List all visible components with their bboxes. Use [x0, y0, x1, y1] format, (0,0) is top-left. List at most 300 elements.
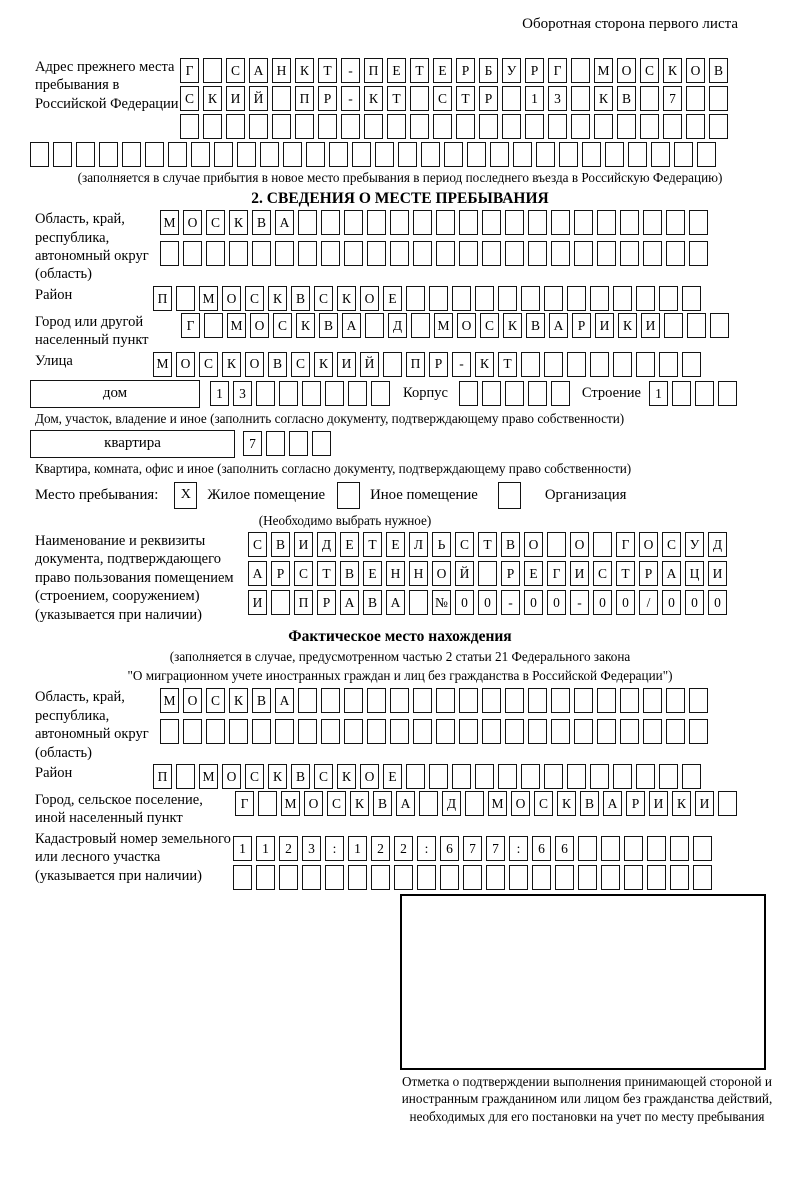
char-cell[interactable]: Е — [433, 58, 452, 83]
char-cell[interactable] — [436, 719, 455, 744]
char-cell[interactable]: № — [432, 590, 451, 615]
char-cell[interactable] — [233, 865, 252, 890]
char-cell[interactable] — [298, 719, 317, 744]
char-cell[interactable] — [574, 719, 593, 744]
char-cell[interactable]: К — [557, 791, 576, 816]
char-cell[interactable] — [459, 210, 478, 235]
char-cell[interactable] — [674, 142, 693, 167]
char-cell[interactable] — [367, 210, 386, 235]
char-cell[interactable]: О — [222, 764, 241, 789]
char-cell[interactable]: О — [686, 58, 705, 83]
char-cell[interactable] — [643, 241, 662, 266]
char-cell[interactable] — [429, 286, 448, 311]
char-cell[interactable] — [693, 865, 712, 890]
char-cell[interactable] — [571, 58, 590, 83]
char-cell[interactable]: И — [708, 561, 727, 586]
char-cell[interactable] — [275, 719, 294, 744]
char-cell[interactable]: С — [180, 86, 199, 111]
char-cell[interactable]: П — [364, 58, 383, 83]
char-cell[interactable] — [237, 142, 256, 167]
char-cell[interactable]: Е — [340, 532, 359, 557]
char-cell[interactable] — [640, 86, 659, 111]
checkbox-inoe[interactable] — [337, 482, 360, 509]
char-cell[interactable] — [341, 114, 360, 139]
char-cell[interactable]: А — [340, 590, 359, 615]
char-cell[interactable]: В — [319, 313, 338, 338]
char-cell[interactable] — [266, 431, 285, 456]
char-cell[interactable] — [643, 210, 662, 235]
char-cell[interactable]: Д — [388, 313, 407, 338]
char-cell[interactable] — [555, 865, 574, 890]
char-cell[interactable]: В — [268, 352, 287, 377]
char-cell[interactable] — [352, 142, 371, 167]
char-cell[interactable] — [168, 142, 187, 167]
char-cell[interactable]: С — [534, 791, 553, 816]
char-cell[interactable]: Т — [387, 86, 406, 111]
char-cell[interactable]: О — [432, 561, 451, 586]
char-cell[interactable]: М — [434, 313, 453, 338]
char-cell[interactable]: У — [685, 532, 704, 557]
char-cell[interactable]: С — [480, 313, 499, 338]
char-cell[interactable] — [666, 210, 685, 235]
char-cell[interactable] — [318, 114, 337, 139]
char-cell[interactable] — [459, 688, 478, 713]
checkbox-organizatsiya[interactable] — [498, 482, 521, 509]
char-cell[interactable] — [394, 865, 413, 890]
char-cell[interactable]: Р — [429, 352, 448, 377]
char-cell[interactable]: Е — [363, 561, 382, 586]
char-cell[interactable] — [122, 142, 141, 167]
char-cell[interactable]: Н — [272, 58, 291, 83]
char-cell[interactable] — [390, 210, 409, 235]
char-cell[interactable] — [272, 114, 291, 139]
char-cell[interactable] — [364, 114, 383, 139]
char-cell[interactable]: Г — [547, 561, 566, 586]
char-cell[interactable] — [551, 381, 570, 406]
char-cell[interactable] — [390, 688, 409, 713]
char-cell[interactable] — [601, 865, 620, 890]
char-cell[interactable] — [482, 210, 501, 235]
char-cell[interactable] — [613, 764, 632, 789]
char-cell[interactable] — [571, 114, 590, 139]
char-cell[interactable]: 2 — [394, 836, 413, 861]
char-cell[interactable]: Г — [235, 791, 254, 816]
char-cell[interactable]: 0 — [547, 590, 566, 615]
char-cell[interactable] — [486, 865, 505, 890]
char-cell[interactable] — [145, 142, 164, 167]
char-cell[interactable] — [582, 142, 601, 167]
char-cell[interactable]: М — [199, 286, 218, 311]
char-cell[interactable] — [76, 142, 95, 167]
char-cell[interactable] — [53, 142, 72, 167]
char-cell[interactable] — [498, 286, 517, 311]
char-cell[interactable] — [666, 719, 685, 744]
char-cell[interactable] — [574, 210, 593, 235]
char-cell[interactable] — [590, 352, 609, 377]
char-cell[interactable] — [593, 532, 612, 557]
char-cell[interactable] — [419, 791, 438, 816]
char-cell[interactable] — [505, 719, 524, 744]
char-cell[interactable]: 7 — [463, 836, 482, 861]
char-cell[interactable]: 3 — [302, 836, 321, 861]
char-cell[interactable] — [260, 142, 279, 167]
char-cell[interactable] — [528, 719, 547, 744]
char-cell[interactable] — [521, 352, 540, 377]
char-cell[interactable] — [651, 142, 670, 167]
char-cell[interactable]: С — [245, 286, 264, 311]
char-cell[interactable] — [406, 286, 425, 311]
char-cell[interactable]: Т — [363, 532, 382, 557]
char-cell[interactable] — [643, 688, 662, 713]
char-cell[interactable] — [203, 114, 222, 139]
char-cell[interactable]: Й — [455, 561, 474, 586]
char-cell[interactable]: А — [275, 688, 294, 713]
char-cell[interactable]: К — [475, 352, 494, 377]
char-cell[interactable] — [452, 286, 471, 311]
char-cell[interactable]: Т — [498, 352, 517, 377]
char-cell[interactable]: О — [183, 688, 202, 713]
char-cell[interactable] — [298, 688, 317, 713]
char-cell[interactable] — [670, 836, 689, 861]
char-cell[interactable] — [659, 352, 678, 377]
char-cell[interactable]: 0 — [478, 590, 497, 615]
char-cell[interactable] — [710, 313, 729, 338]
char-cell[interactable] — [344, 241, 363, 266]
char-cell[interactable] — [275, 241, 294, 266]
char-cell[interactable] — [229, 719, 248, 744]
char-cell[interactable]: А — [549, 313, 568, 338]
char-cell[interactable]: В — [271, 532, 290, 557]
char-cell[interactable]: А — [342, 313, 361, 338]
char-cell[interactable]: П — [295, 86, 314, 111]
char-cell[interactable] — [406, 764, 425, 789]
char-cell[interactable]: С — [662, 532, 681, 557]
char-cell[interactable]: 0 — [455, 590, 474, 615]
char-cell[interactable] — [682, 352, 701, 377]
char-cell[interactable]: В — [291, 764, 310, 789]
char-cell[interactable]: Й — [360, 352, 379, 377]
char-cell[interactable]: С — [433, 86, 452, 111]
char-cell[interactable]: С — [593, 561, 612, 586]
char-cell[interactable] — [429, 764, 448, 789]
char-cell[interactable] — [659, 286, 678, 311]
char-cell[interactable] — [482, 241, 501, 266]
char-cell[interactable] — [505, 688, 524, 713]
char-cell[interactable]: 6 — [555, 836, 574, 861]
char-cell[interactable]: Е — [383, 286, 402, 311]
char-cell[interactable]: Б — [479, 58, 498, 83]
char-cell[interactable] — [258, 791, 277, 816]
char-cell[interactable] — [663, 114, 682, 139]
char-cell[interactable]: О — [524, 532, 543, 557]
char-cell[interactable] — [421, 142, 440, 167]
char-cell[interactable] — [689, 688, 708, 713]
char-cell[interactable] — [325, 865, 344, 890]
char-cell[interactable]: В — [709, 58, 728, 83]
char-cell[interactable]: С — [206, 210, 225, 235]
char-cell[interactable]: К — [222, 352, 241, 377]
char-cell[interactable] — [636, 764, 655, 789]
char-cell[interactable] — [375, 142, 394, 167]
char-cell[interactable]: К — [503, 313, 522, 338]
char-cell[interactable]: - — [341, 58, 360, 83]
char-cell[interactable] — [597, 719, 616, 744]
char-cell[interactable] — [344, 688, 363, 713]
char-cell[interactable] — [482, 719, 501, 744]
char-cell[interactable] — [365, 313, 384, 338]
char-cell[interactable]: Ь — [432, 532, 451, 557]
char-cell[interactable]: Е — [387, 58, 406, 83]
char-cell[interactable] — [204, 313, 223, 338]
char-cell[interactable] — [574, 241, 593, 266]
char-cell[interactable] — [478, 561, 497, 586]
char-cell[interactable]: К — [296, 313, 315, 338]
char-cell[interactable] — [249, 114, 268, 139]
char-cell[interactable]: 2 — [371, 836, 390, 861]
char-cell[interactable] — [279, 381, 298, 406]
char-cell[interactable] — [617, 114, 636, 139]
char-cell[interactable] — [718, 381, 737, 406]
char-cell[interactable] — [620, 241, 639, 266]
char-cell[interactable] — [30, 142, 49, 167]
char-cell[interactable] — [709, 114, 728, 139]
char-cell[interactable] — [411, 313, 430, 338]
char-cell[interactable] — [544, 286, 563, 311]
char-cell[interactable]: Ц — [685, 561, 704, 586]
char-cell[interactable] — [498, 764, 517, 789]
char-cell[interactable] — [636, 286, 655, 311]
char-cell[interactable] — [325, 381, 344, 406]
char-cell[interactable] — [590, 286, 609, 311]
char-cell[interactable] — [344, 719, 363, 744]
char-cell[interactable] — [548, 114, 567, 139]
char-cell[interactable] — [605, 142, 624, 167]
char-cell[interactable] — [436, 241, 455, 266]
char-cell[interactable] — [567, 286, 586, 311]
char-cell[interactable]: 0 — [593, 590, 612, 615]
char-cell[interactable] — [697, 142, 716, 167]
char-cell[interactable]: - — [452, 352, 471, 377]
char-cell[interactable]: М — [281, 791, 300, 816]
char-cell[interactable] — [417, 865, 436, 890]
char-cell[interactable]: О — [457, 313, 476, 338]
char-cell[interactable] — [578, 865, 597, 890]
char-cell[interactable] — [525, 114, 544, 139]
char-cell[interactable] — [390, 719, 409, 744]
char-cell[interactable] — [214, 142, 233, 167]
char-cell[interactable] — [433, 114, 452, 139]
char-cell[interactable] — [436, 210, 455, 235]
char-cell[interactable] — [295, 114, 314, 139]
char-cell[interactable] — [528, 381, 547, 406]
char-cell[interactable]: С — [294, 561, 313, 586]
char-cell[interactable]: М — [160, 688, 179, 713]
char-cell[interactable]: В — [373, 791, 392, 816]
char-cell[interactable]: 7 — [663, 86, 682, 111]
char-cell[interactable] — [371, 865, 390, 890]
char-cell[interactable]: К — [229, 210, 248, 235]
char-cell[interactable]: С — [455, 532, 474, 557]
char-cell[interactable]: В — [501, 532, 520, 557]
char-cell[interactable]: И — [226, 86, 245, 111]
char-cell[interactable] — [272, 86, 291, 111]
char-cell[interactable]: Т — [616, 561, 635, 586]
char-cell[interactable]: В — [291, 286, 310, 311]
char-cell[interactable] — [551, 241, 570, 266]
char-cell[interactable]: Д — [317, 532, 336, 557]
char-cell[interactable] — [459, 719, 478, 744]
char-cell[interactable] — [528, 688, 547, 713]
char-cell[interactable]: Е — [386, 532, 405, 557]
char-cell[interactable]: 3 — [548, 86, 567, 111]
char-cell[interactable]: К — [663, 58, 682, 83]
char-cell[interactable]: 6 — [532, 836, 551, 861]
char-cell[interactable]: 3 — [233, 381, 252, 406]
char-cell[interactable]: К — [337, 286, 356, 311]
char-cell[interactable] — [574, 688, 593, 713]
char-cell[interactable]: А — [248, 561, 267, 586]
char-cell[interactable]: А — [662, 561, 681, 586]
char-cell[interactable]: 1 — [348, 836, 367, 861]
char-cell[interactable] — [643, 719, 662, 744]
char-cell[interactable] — [505, 241, 524, 266]
char-cell[interactable] — [398, 142, 417, 167]
char-cell[interactable] — [528, 241, 547, 266]
char-cell[interactable] — [203, 58, 222, 83]
char-cell[interactable]: 0 — [708, 590, 727, 615]
char-cell[interactable]: К — [337, 764, 356, 789]
char-cell[interactable]: К — [229, 688, 248, 713]
char-cell[interactable]: О — [617, 58, 636, 83]
char-cell[interactable]: И — [570, 561, 589, 586]
char-cell[interactable] — [490, 142, 509, 167]
char-cell[interactable] — [252, 241, 271, 266]
char-cell[interactable] — [682, 764, 701, 789]
char-cell[interactable] — [594, 114, 613, 139]
char-cell[interactable]: О — [511, 791, 530, 816]
char-cell[interactable]: Р — [271, 561, 290, 586]
char-cell[interactable]: К — [203, 86, 222, 111]
char-cell[interactable] — [559, 142, 578, 167]
char-cell[interactable] — [689, 241, 708, 266]
char-cell[interactable]: Е — [383, 764, 402, 789]
char-cell[interactable]: П — [294, 590, 313, 615]
char-cell[interactable] — [628, 142, 647, 167]
char-cell[interactable]: С — [206, 688, 225, 713]
char-cell[interactable] — [206, 241, 225, 266]
char-cell[interactable]: С — [291, 352, 310, 377]
char-cell[interactable]: А — [386, 590, 405, 615]
char-cell[interactable] — [613, 286, 632, 311]
char-cell[interactable] — [467, 142, 486, 167]
char-cell[interactable] — [502, 86, 521, 111]
char-cell[interactable]: К — [672, 791, 691, 816]
char-cell[interactable] — [670, 865, 689, 890]
char-cell[interactable] — [456, 114, 475, 139]
char-cell[interactable]: - — [570, 590, 589, 615]
char-cell[interactable]: Н — [386, 561, 405, 586]
char-cell[interactable]: - — [501, 590, 520, 615]
char-cell[interactable] — [547, 532, 566, 557]
char-cell[interactable] — [521, 764, 540, 789]
char-cell[interactable] — [647, 836, 666, 861]
char-cell[interactable] — [544, 352, 563, 377]
char-cell[interactable] — [597, 688, 616, 713]
char-cell[interactable]: - — [341, 86, 360, 111]
char-cell[interactable] — [367, 719, 386, 744]
char-cell[interactable] — [502, 114, 521, 139]
char-cell[interactable] — [463, 865, 482, 890]
char-cell[interactable]: И — [641, 313, 660, 338]
char-cell[interactable] — [410, 86, 429, 111]
char-cell[interactable]: Р — [318, 86, 337, 111]
char-cell[interactable]: : — [509, 836, 528, 861]
char-cell[interactable] — [613, 352, 632, 377]
char-cell[interactable] — [298, 210, 317, 235]
char-cell[interactable] — [620, 719, 639, 744]
char-cell[interactable] — [597, 210, 616, 235]
char-cell[interactable]: 0 — [685, 590, 704, 615]
char-cell[interactable]: С — [248, 532, 267, 557]
char-cell[interactable]: С — [314, 286, 333, 311]
char-cell[interactable] — [521, 286, 540, 311]
char-cell[interactable]: Е — [524, 561, 543, 586]
char-cell[interactable] — [413, 719, 432, 744]
char-cell[interactable]: Г — [548, 58, 567, 83]
char-cell[interactable] — [283, 142, 302, 167]
char-cell[interactable] — [482, 688, 501, 713]
char-cell[interactable]: А — [275, 210, 294, 235]
checkbox-zhiloe[interactable]: X — [174, 482, 197, 509]
char-cell[interactable]: 7 — [243, 431, 262, 456]
char-cell[interactable]: Р — [572, 313, 591, 338]
char-cell[interactable]: Д — [442, 791, 461, 816]
char-cell[interactable]: Г — [616, 532, 635, 557]
char-cell[interactable]: В — [340, 561, 359, 586]
char-cell[interactable] — [183, 719, 202, 744]
char-cell[interactable] — [465, 791, 484, 816]
char-cell[interactable] — [452, 764, 471, 789]
char-cell[interactable] — [191, 142, 210, 167]
char-cell[interactable]: М — [160, 210, 179, 235]
char-cell[interactable] — [298, 241, 317, 266]
char-cell[interactable]: С — [199, 352, 218, 377]
char-cell[interactable]: И — [695, 791, 714, 816]
char-cell[interactable] — [348, 381, 367, 406]
char-cell[interactable]: Р — [456, 58, 475, 83]
char-cell[interactable] — [509, 865, 528, 890]
char-cell[interactable] — [271, 590, 290, 615]
char-cell[interactable]: М — [488, 791, 507, 816]
char-cell[interactable]: К — [314, 352, 333, 377]
char-cell[interactable] — [636, 352, 655, 377]
char-cell[interactable] — [306, 142, 325, 167]
char-cell[interactable]: К — [268, 286, 287, 311]
char-cell[interactable]: П — [406, 352, 425, 377]
char-cell[interactable]: 7 — [486, 836, 505, 861]
char-cell[interactable] — [551, 688, 570, 713]
char-cell[interactable] — [567, 764, 586, 789]
char-cell[interactable] — [176, 764, 195, 789]
char-cell[interactable]: М — [227, 313, 246, 338]
char-cell[interactable]: В — [363, 590, 382, 615]
char-cell[interactable]: Р — [525, 58, 544, 83]
char-cell[interactable]: В — [580, 791, 599, 816]
char-cell[interactable]: Н — [409, 561, 428, 586]
char-cell[interactable]: Р — [479, 86, 498, 111]
char-cell[interactable]: С — [314, 764, 333, 789]
char-cell[interactable]: К — [364, 86, 383, 111]
